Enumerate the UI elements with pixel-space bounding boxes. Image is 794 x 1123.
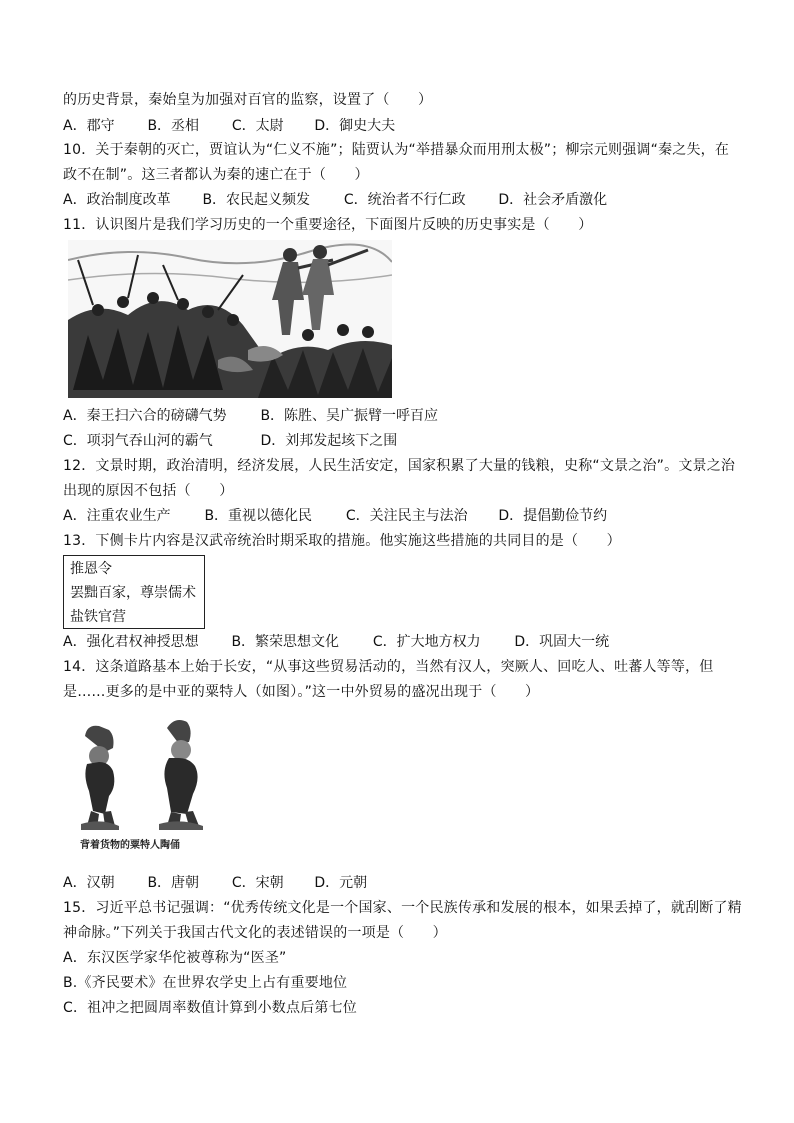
q15-option-c[interactable]: C．祖冲之把圆周率数值计算到小数点后第七位 [63,1000,357,1016]
q10-options [63,190,607,210]
q12-stem-line2: 出现的原因不包括（ ） [63,483,234,499]
q11-option-b[interactable]: B．陈胜、吴广振臂一呼百应 [260,408,439,424]
q13-options [63,632,609,652]
q11-options-row1 [63,406,438,426]
q11-option-c[interactable]: C．项羽气吞山河的霸气 [63,433,213,449]
q11-option-a[interactable]: A．秦王扫六合的磅礴气势 [63,408,227,424]
sogdian-figurines-photo [75,716,225,834]
uprising-illustration [68,240,392,398]
q10-option-a[interactable]: A．政治制度改革 [63,192,171,208]
q9-option-b[interactable]: B．丞相 [147,118,200,134]
q12-option-a[interactable]: A．注重农业生产 [63,508,171,524]
uprising-illustration-svg [68,240,392,398]
q14-option-c[interactable]: C．宋朝 [231,875,284,891]
q9-stem-tail: 的历史背景，秦始皇为加强对百官的监察，设置了（ ） [63,92,433,108]
q12-option-c[interactable]: C．关注民主与法治 [345,508,468,524]
q13-option-a[interactable]: A．强化君权神授思想 [63,634,199,650]
card-item: 罢黜百家，尊崇儒术 [70,585,196,601]
q9-option-d[interactable]: D．御史大夫 [314,118,396,134]
q12-options [63,506,607,526]
q12-option-b[interactable]: B．重视以德化民 [204,508,313,524]
q10-stem-line1: 10．关于秦朝的灭亡，贾谊认为“仁义不施”；陆贾认为“举措暴众而用刑太极”；柳宗元则强调“秦之失，在 [63,142,730,158]
q14-option-a[interactable]: A．汉朝 [63,875,115,891]
q14-option-b[interactable]: B．唐朝 [147,875,200,891]
q15-stem-line2: 神命脉。”下列关于我国古代文化的表述错误的一项是（ ） [63,925,447,941]
q12-option-d[interactable]: D．提倡勤俭节约 [498,508,608,524]
q13-option-b[interactable]: B．繁荣思想文化 [231,634,340,650]
q10-option-c[interactable]: C．统治者不行仁政 [343,192,466,208]
q9-option-c[interactable]: C．太尉 [231,118,284,134]
q14-stem-line2: 是……更多的是中亚的粟特人（如图）。”这一中外贸易的盛况出现于（ ） [63,684,540,700]
q15-option-b[interactable]: B.《齐民要术》在世界农学史上占有重要地位 [63,975,348,991]
q9-options [63,116,395,136]
q14-stem-line1: 14．这条道路基本上始于长安，“从事这些贸易活动的，当然有汉人，突厥人、回吃人、吐蕃人等等，但 [63,659,714,675]
figurine-caption: 背着货物的粟特人陶俑 [80,840,180,851]
q10-option-b[interactable]: B．农民起义频发 [202,192,311,208]
q10-option-d[interactable]: D．社会矛盾激化 [498,192,608,208]
q15-stem-line1: 15．习近平总书记强调：“优秀传统文化是一个国家、一个民族传承和发展的根本，如果丢掉了，就刮断了精 [63,900,742,916]
sogdian-figurines-svg [75,716,225,834]
card-item: 盐铁官营 [70,609,126,625]
q10-stem-line2: 政不在制”。这三者都认为秦的速亡在于（ ） [63,167,369,183]
q13-option-d[interactable]: D．巩固大一统 [514,634,610,650]
card-item: 推恩令 [70,561,112,577]
q13-option-c[interactable]: C．扩大地方权力 [372,634,481,650]
measures-card [63,555,205,629]
q9-option-a[interactable]: A．郡守 [63,118,115,134]
q13-stem: 13．下侧卡片内容是汉武帝统治时期采取的措施。他实施这些措施的共同目的是（ ） [63,533,621,549]
q12-stem-line1: 12．文景时期，政治清明，经济发展，人民生活安定，国家积累了大量的钱粮，史称“文景之治”。文景之治 [63,458,736,474]
q14-option-d[interactable]: D．元朝 [314,875,368,891]
q11-options-row2 [63,431,397,451]
q11-option-d[interactable]: D．刘邦发起垓下之围 [260,433,398,449]
q11-stem: 11．认识图片是我们学习历史的一个重要途径，下面图片反映的历史事实是（ ） [63,217,593,233]
q15-option-a[interactable]: A．东汉医学家华佗被尊称为“医圣” [63,950,287,966]
q14-options [63,873,367,893]
